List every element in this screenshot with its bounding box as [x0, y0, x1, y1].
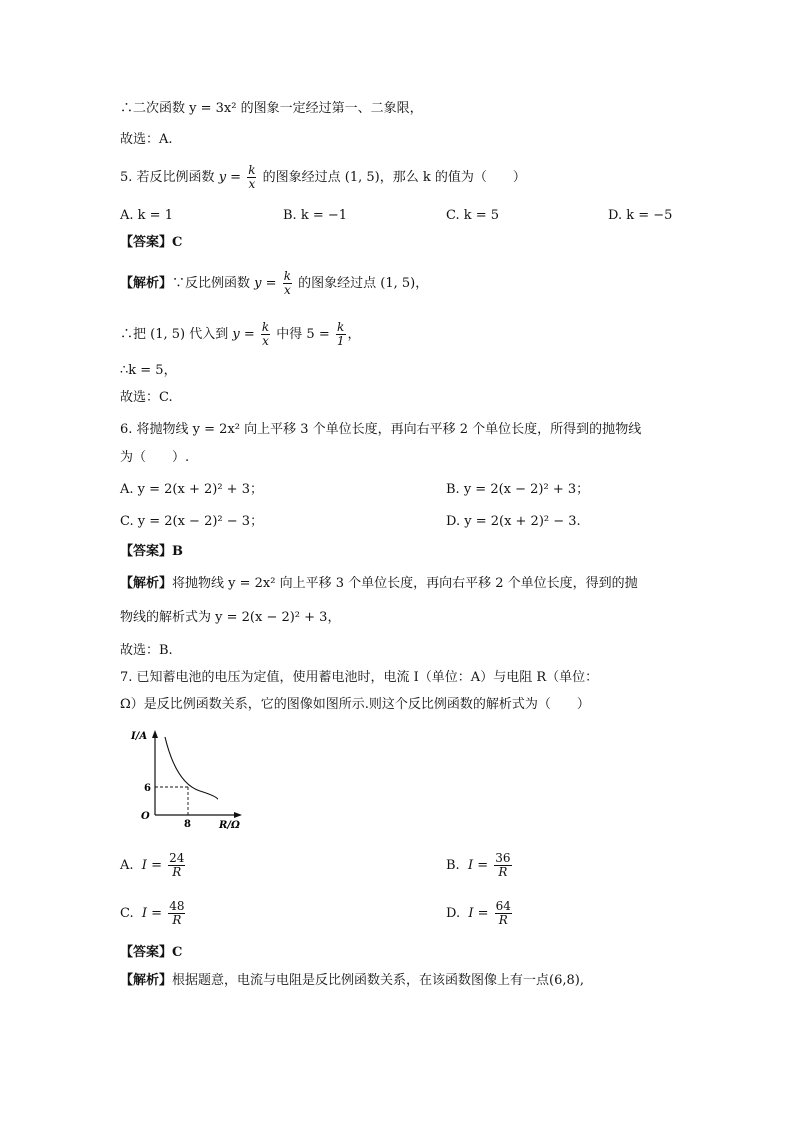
- q7-option-a-fraction: [168, 852, 185, 879]
- q7-option-d-letter: D.: [446, 906, 461, 921]
- q6-stem-2: 为（ ）.: [120, 450, 190, 465]
- inverse-curve: [165, 737, 218, 799]
- q7-option-d-den: R: [498, 913, 508, 927]
- origin-label: O: [141, 811, 150, 822]
- q5-stem-y: y =: [218, 170, 242, 185]
- q7-option-c: [120, 900, 187, 927]
- q7-option-b-fraction: [494, 852, 511, 879]
- q5-analysis-1-post: 的图象经过点 (1, 5)，: [298, 276, 429, 291]
- q5-option-c: C. k = 5: [446, 208, 500, 223]
- q7-stem-2: Ω）是反比例函数关系，它的图像如图所示.则这个反比例函数的解析式为（ ）: [120, 697, 590, 712]
- q7-option-d-fraction: [495, 900, 512, 927]
- q7-option-b-letter: B.: [446, 858, 460, 873]
- x-tick-label: 8: [184, 819, 191, 830]
- q5-analysis-1-fraction: [283, 270, 292, 297]
- q6-analysis-label: 【解析】: [120, 576, 173, 591]
- q7-graph: [125, 727, 255, 832]
- q7-option-c-den: R: [172, 913, 182, 927]
- q5-analysis-2-fraction: [261, 321, 270, 348]
- q7-option-b-lhs: I =: [467, 858, 489, 873]
- q7-option-c-num: 48: [169, 899, 185, 913]
- q7-analysis-label: 【解析】: [120, 973, 173, 988]
- x-axis-arrow-icon: [234, 812, 242, 818]
- q5-analysis-2-den: x: [262, 334, 269, 348]
- q5-analysis-2-post: ，: [347, 327, 361, 342]
- q5-analysis-1-y: y =: [254, 276, 277, 291]
- y-axis-arrow-icon: [152, 730, 158, 738]
- q5-analysis-3: ∴k = 5，: [120, 363, 177, 378]
- q7-option-a-den: R: [172, 865, 182, 879]
- q7-option-c-fraction: [168, 900, 185, 927]
- q7-option-b: [446, 852, 514, 879]
- y-axis-label: I/A: [131, 731, 148, 742]
- q6-option-b: B. y = 2(x − 2)² + 3；: [446, 482, 590, 497]
- q5-analysis-1-den: x: [283, 283, 291, 297]
- y-tick-label: 6: [144, 783, 151, 794]
- q6-option-d: D. y = 2(x + 2)² − 3.: [446, 514, 581, 529]
- q5-analysis-label: 【解析】: [120, 276, 173, 291]
- q7-option-a: [120, 852, 187, 879]
- q6-stem-1: 6. 将抛物线 y = 2x² 向上平移 3 个单位长度，再向右平移 2 个单位长度，所得到的抛物线: [120, 422, 642, 437]
- q7-analysis-1-text: 根据题意，电流与电阻是反比例函数关系，在该函数图像上有一点(6,8),: [172, 973, 584, 988]
- q5-analysis-1-num: k: [283, 269, 291, 283]
- q5-option-b: B. k = −1: [283, 208, 348, 223]
- q4-tail-line: ∴二次函数 y = 3x² 的图象一定经过第一、二象限，: [120, 101, 423, 116]
- q5-fraction: [247, 164, 256, 191]
- q5-stem: [120, 164, 526, 191]
- q5-frac-num: k: [248, 163, 256, 177]
- q6-analysis-1: [120, 575, 638, 593]
- q5-analysis-1-pre: ∵反比例函数: [172, 276, 251, 291]
- q5-analysis-2-mid: 中得 5 =: [276, 327, 330, 342]
- q5-option-a: A. k = 1: [120, 208, 173, 223]
- q7-option-a-num: 24: [169, 851, 185, 865]
- q5-analysis-1: [120, 270, 428, 297]
- q5-analysis-2-y: y =: [232, 327, 255, 342]
- q7-answer: 【答案】C: [120, 945, 183, 960]
- q7-option-a-lhs: I =: [141, 858, 162, 873]
- q7-option-c-letter: C.: [120, 906, 134, 921]
- q6-conclusion: 故选：B.: [120, 643, 173, 658]
- q5-answer: 【答案】C: [120, 235, 183, 250]
- q6-option-a: A. y = 2(x + 2)² + 3；: [120, 482, 263, 497]
- q5-analysis-2: [120, 321, 361, 348]
- q5-analysis-2-num: k: [261, 320, 270, 334]
- q4-conclusion: 故选：A.: [120, 132, 173, 147]
- q5-analysis-2-pre: ∴把 (1, 5) 代入到: [120, 327, 229, 342]
- q5-analysis-2-num2: k: [337, 320, 345, 334]
- q5-frac-den: x: [248, 177, 256, 191]
- q5-conclusion: 故选：C.: [120, 390, 173, 405]
- q7-option-d-lhs: I =: [468, 906, 489, 921]
- q5-analysis-2-fraction-2: [336, 321, 346, 348]
- q5-stem-post: 的图象经过点 (1, 5)，那么 k 的值为（ ）: [262, 170, 526, 185]
- q7-option-d: [446, 900, 514, 927]
- q6-analysis-1-text: 将抛物线 y = 2x² 向上平移 3 个单位长度，再向右平移 2 个单位长度，得到的抛: [172, 576, 638, 591]
- q7-option-d-num: 64: [495, 899, 511, 913]
- q5-option-d: D. k = −5: [608, 208, 673, 223]
- q6-option-c: C. y = 2(x − 2)² − 3；: [120, 514, 264, 529]
- x-axis-label: R/Ω: [219, 820, 240, 831]
- q7-option-c-lhs: I =: [141, 906, 163, 921]
- q7-analysis-1: [120, 972, 584, 990]
- q7-option-a-letter: A.: [120, 858, 134, 873]
- q7-option-b-num: 36: [495, 851, 511, 865]
- q7-option-b-den: R: [498, 865, 508, 879]
- q6-analysis-2: 物线的解析式为 y = 2(x − 2)² + 3，: [120, 610, 341, 625]
- q6-answer: 【答案】B: [120, 544, 183, 559]
- q5-analysis-2-den2: 1: [336, 334, 345, 348]
- q5-stem-pre: 5. 若反比例函数: [120, 170, 215, 185]
- q7-stem-1: 7. 已知蓄电池的电压为定值，使用蓄电池时，电流 I（单位：A）与电阻 R（单位：: [120, 670, 599, 685]
